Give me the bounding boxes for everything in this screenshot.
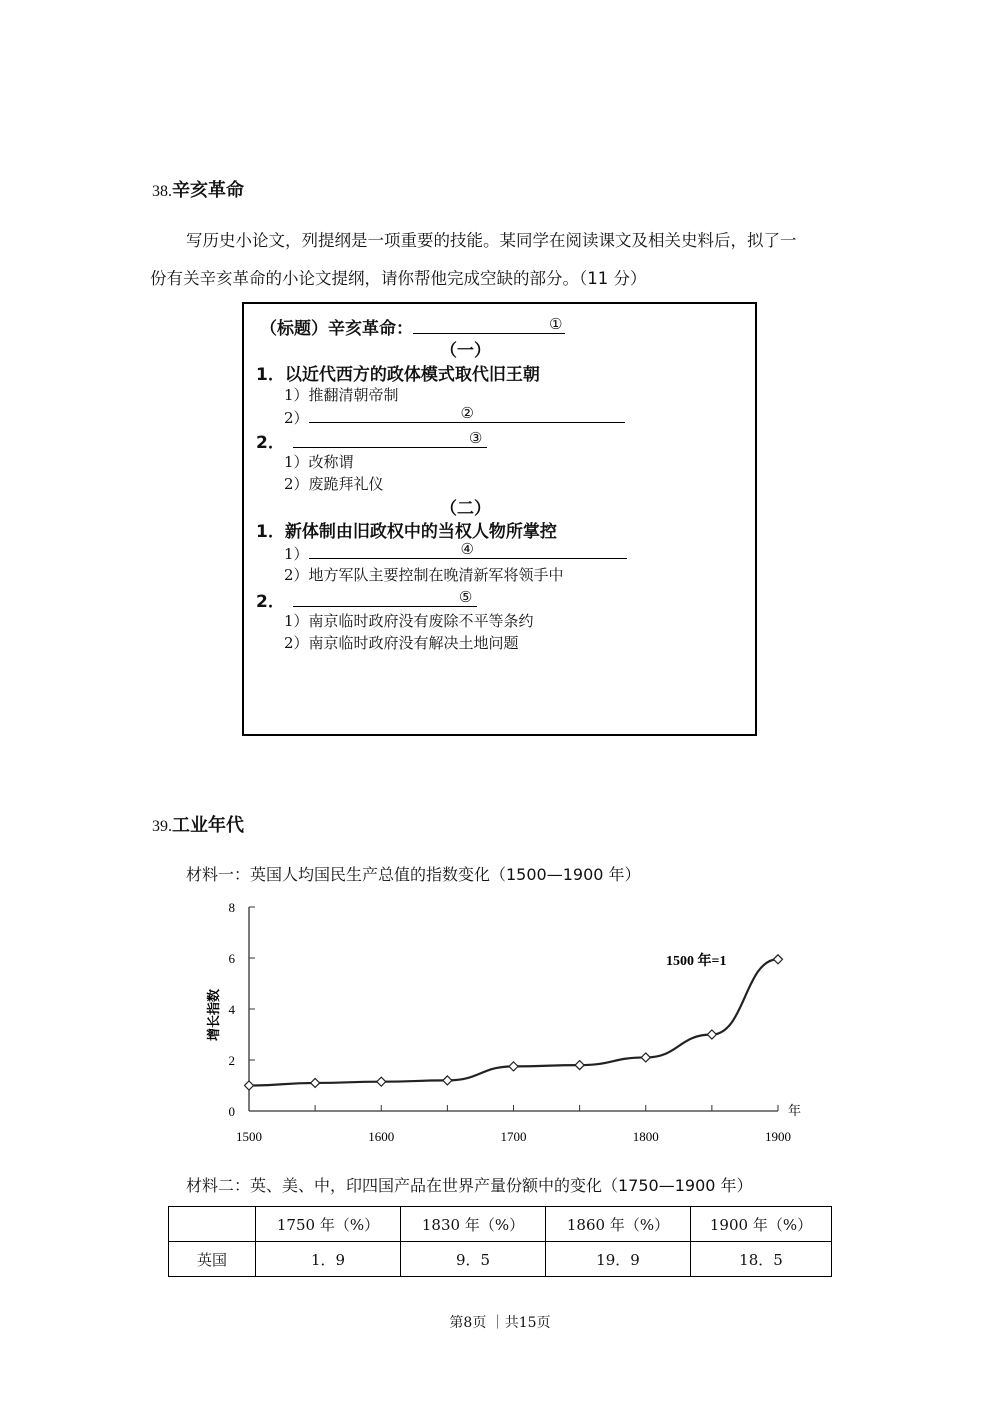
data-point [575, 1061, 584, 1070]
outline-title-label: （标题）辛亥革命： [260, 319, 413, 339]
blank-5 [293, 590, 477, 607]
data-point [774, 955, 783, 964]
q39-number: 39. [152, 818, 172, 835]
table-row [169, 1242, 832, 1277]
outline-s2-h2-prefix: 2． [256, 592, 285, 612]
table-cell-country: 英国 [169, 1242, 256, 1277]
blank-1-mark: ① [549, 315, 563, 333]
outline-s1-h1-i1: 1）推翻清朝帝制 [284, 386, 399, 404]
blank-1 [413, 317, 565, 334]
outline-s1-h2-prefix: 2． [256, 433, 285, 453]
x-tick-label: 1800 [632, 1129, 659, 1144]
data-point [707, 1030, 716, 1039]
outline-s2-h2-i1: 1）南京临时政府没有废除不平等条约 [284, 612, 534, 630]
outline-sec1: （一） [440, 341, 491, 361]
table-cell: 18．5 [691, 1242, 832, 1277]
table-cell: 19．9 [546, 1242, 691, 1277]
chart-annotation: 1500 年=1 [666, 954, 727, 969]
outline-box [242, 302, 757, 736]
table-cell: 1．9 [256, 1242, 401, 1277]
q38-para-line2: 份有关辛亥革命的小论文提纲，请你帮他完成空缺的部分。（11 分） [150, 269, 647, 288]
blank-4 [309, 542, 627, 559]
outline-s2-h2-i2: 2）南京临时政府没有解决土地问题 [284, 634, 519, 652]
blank-3-mark: ③ [468, 429, 483, 447]
y-tick-label: 8 [228, 900, 235, 915]
table-header-cell [169, 1207, 256, 1242]
y-tick-label: 4 [228, 1002, 235, 1017]
outline-s2-h1-i1 [284, 542, 627, 564]
chart-series [245, 955, 783, 1090]
blank-2-mark: ② [460, 404, 474, 422]
table-header-cell: 1900 年（%） [691, 1207, 832, 1242]
x-tick-label: 1700 [500, 1129, 527, 1144]
chart-axes [249, 907, 778, 1111]
gnp-index-chart [190, 895, 830, 1155]
q38-title: 辛亥革命 [172, 180, 244, 201]
q39-heading [152, 811, 244, 837]
material-1: 材料一：英国人均国民生产总值的指数变化（1500—1900 年） [186, 865, 641, 884]
y-tick-label: 0 [228, 1104, 235, 1119]
chart-ticks [229, 900, 792, 1144]
data-point [443, 1076, 452, 1085]
data-point [377, 1077, 386, 1086]
x-tick-label: 1500 [236, 1129, 262, 1144]
table-cell: 9．5 [401, 1242, 546, 1277]
outline-s1-h2 [256, 428, 487, 453]
outline-s1-h1-i2-prefix: 2） [284, 409, 309, 427]
outline-s1-h1: 1．以近代西方的政体模式取代旧王朝 [256, 365, 540, 385]
data-point [245, 1081, 254, 1090]
blank-5-mark: ⑤ [458, 588, 473, 606]
material-2: 材料二：英、美、中，印四国产品在世界产量份额中的变化（1750—1900 年） [186, 1176, 753, 1195]
table-header-row [169, 1207, 832, 1242]
outline-s2-h1-i1-prefix: 1） [284, 545, 309, 563]
blank-4-mark: ④ [460, 540, 474, 558]
outline-sec2: （二） [440, 499, 491, 519]
outline-s2-h1-i2: 2）地方军队主要控制在晚清新军将领手中 [284, 566, 564, 584]
blank-2 [309, 406, 625, 423]
data-point [641, 1053, 650, 1062]
x-tick-label: 1600 [368, 1129, 395, 1144]
q38-number: 38. [152, 183, 172, 200]
table-header-cell: 1860 年（%） [546, 1207, 691, 1242]
outline-s1-h2-i1: 1）改称谓 [284, 453, 354, 471]
data-point [311, 1078, 320, 1087]
y-tick-label: 6 [228, 951, 235, 966]
q38-heading [152, 176, 244, 202]
table-header-cell: 1750 年（%） [256, 1207, 401, 1242]
page-footer: 第8页 ｜共15页 [449, 1315, 551, 1331]
outline-s1-h2-i2: 2）废跪拜礼仪 [284, 475, 384, 493]
q39-title: 工业年代 [172, 815, 244, 836]
outline-s2-h1: 1．新体制由旧政权中的当权人物所掌控 [256, 522, 557, 542]
y-tick-label: 2 [228, 1053, 235, 1068]
outline-s2-h2 [256, 587, 477, 612]
table-header-cell: 1830 年（%） [401, 1207, 546, 1242]
outline-s1-h1-i2 [284, 406, 625, 428]
chart-y-label: 增长指数 [206, 988, 221, 1042]
chart-x-label: 年 [788, 1103, 802, 1118]
outline-title-line [260, 314, 565, 339]
q38-para-line1: 写历史小论文，列提纲是一项重要的技能。某同学在阅读课文及相关史料后，拟了一 [186, 231, 797, 250]
blank-3 [293, 431, 487, 448]
x-tick-label: 1900 [765, 1129, 791, 1144]
data-point [509, 1062, 518, 1071]
share-table [168, 1206, 832, 1277]
q38-paragraph [150, 222, 870, 298]
